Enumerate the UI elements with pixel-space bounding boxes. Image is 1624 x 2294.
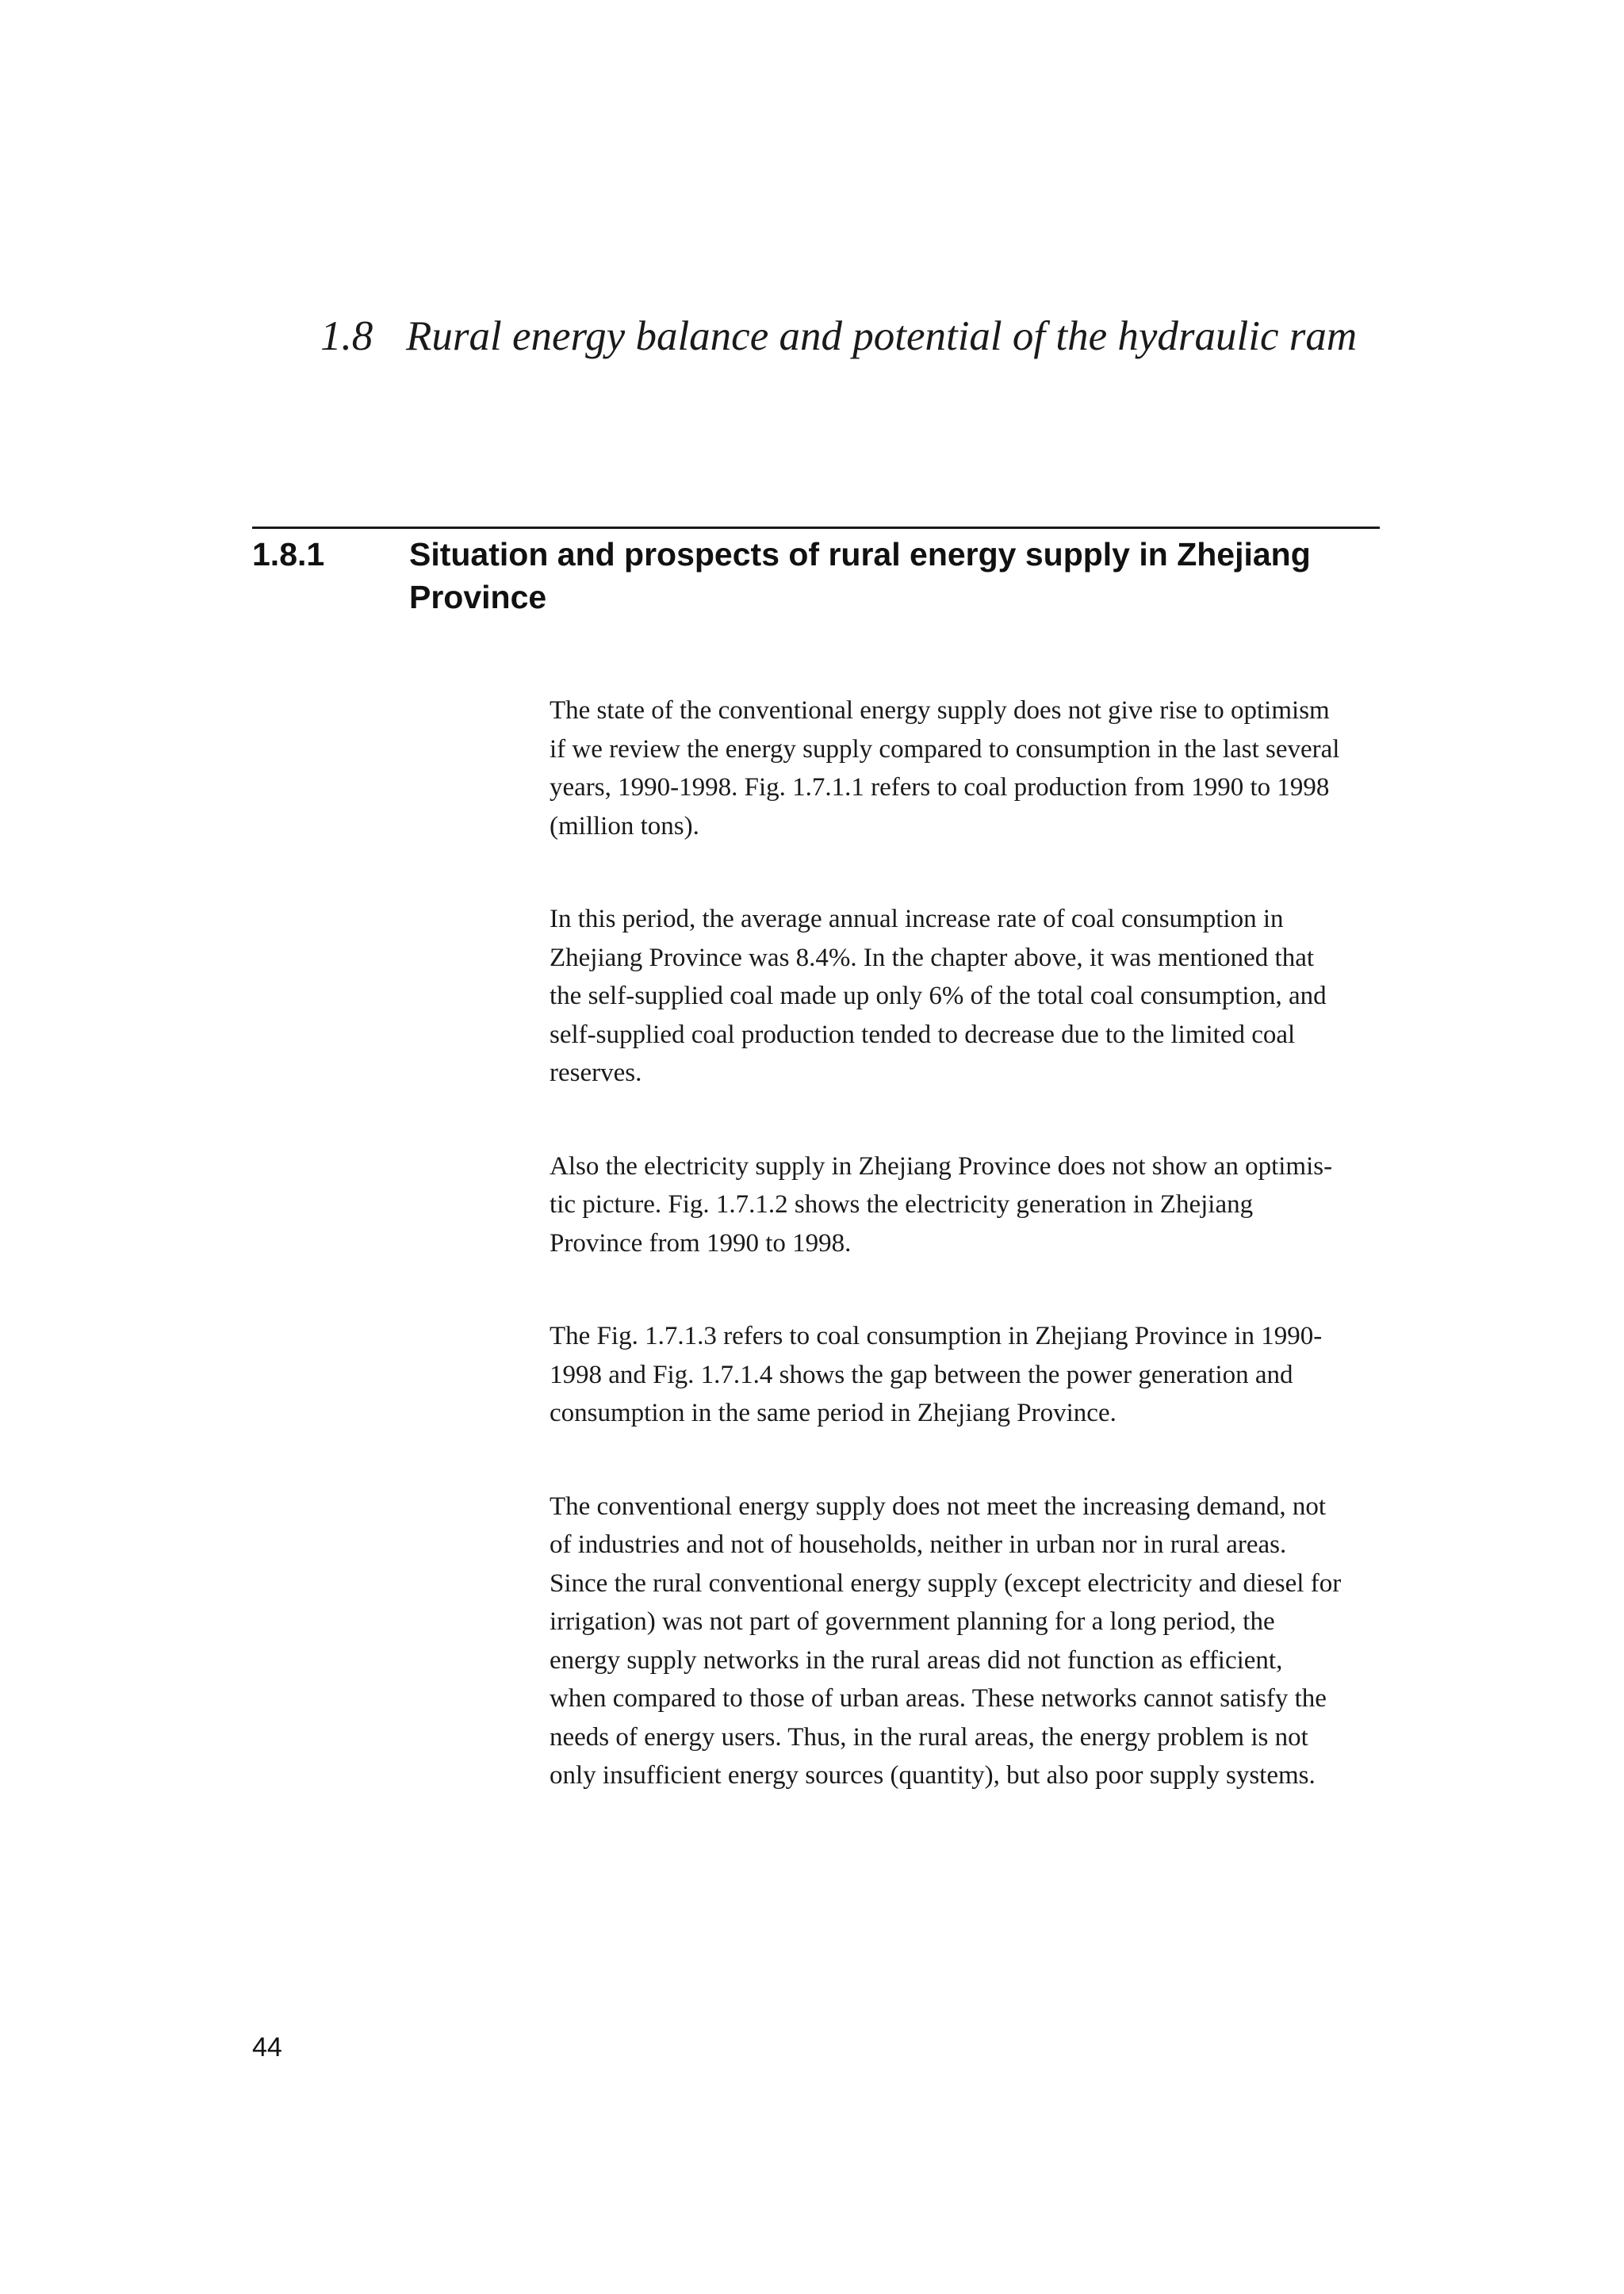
chapter-heading (320, 308, 1431, 365)
paragraph: In this period, the average annual increase rate of coal consumption in Zhejiang Province was 8.4%. In the chapter above, it was mentioned that the self-supplied coal made up only 6% of the total coal consumption, and self-supplied coal production tended to decrease due to the limited coal reserves. (550, 905, 1327, 1087)
body-text (550, 691, 1390, 1850)
section-title: Situation and prospects of rural energy supply in Zhejiang Province (409, 536, 1311, 615)
paragraph: Also the electricity supply in Zhejiang Province does not show an optimis- tic picture. Fig. 1.7.1.2 shows the electricity generation in Zhejiang Province from 1990 to 1998. (550, 1151, 1333, 1258)
chapter-number: 1.8 (320, 313, 373, 359)
paragraph: The state of the conventional energy supply does not give rise to optimism if we review the energy supply compared to consumption in the last several years, 1990-1998. Fig. 1.7.1.1 refers to coal production from 1990 to 1998 (million tons). (550, 696, 1340, 841)
section-divider (252, 527, 1380, 529)
paragraph: The conventional energy supply does not meet the increasing demand, not of industries and not of households, neither in urban nor in rural areas. Since the rural conventional energy supply (except electricity and diesel for irrigation) was not part of government planning for a long period, the energy supply networks in the rural areas did not function as efficient, when compared to those of urban areas. These networks cannot satisfy the needs of energy users. Thus, in the rural areas, the energy problem is not only insufficient energy sources (quantity), but also poor supply systems. (550, 1492, 1342, 1790)
chapter-title: Rural energy balance and potential of the hydraulic ram (406, 313, 1358, 359)
section-number: 1.8.1 (252, 536, 325, 573)
page-number: 44 (252, 2032, 282, 2062)
paragraph: The Fig. 1.7.1.3 refers to coal consumption in Zhejiang Province in 1990- 1998 and Fig. 1.7.1.4 shows the gap between the power generation and consumption in the same period in Zhejiang Province. (550, 1322, 1323, 1427)
